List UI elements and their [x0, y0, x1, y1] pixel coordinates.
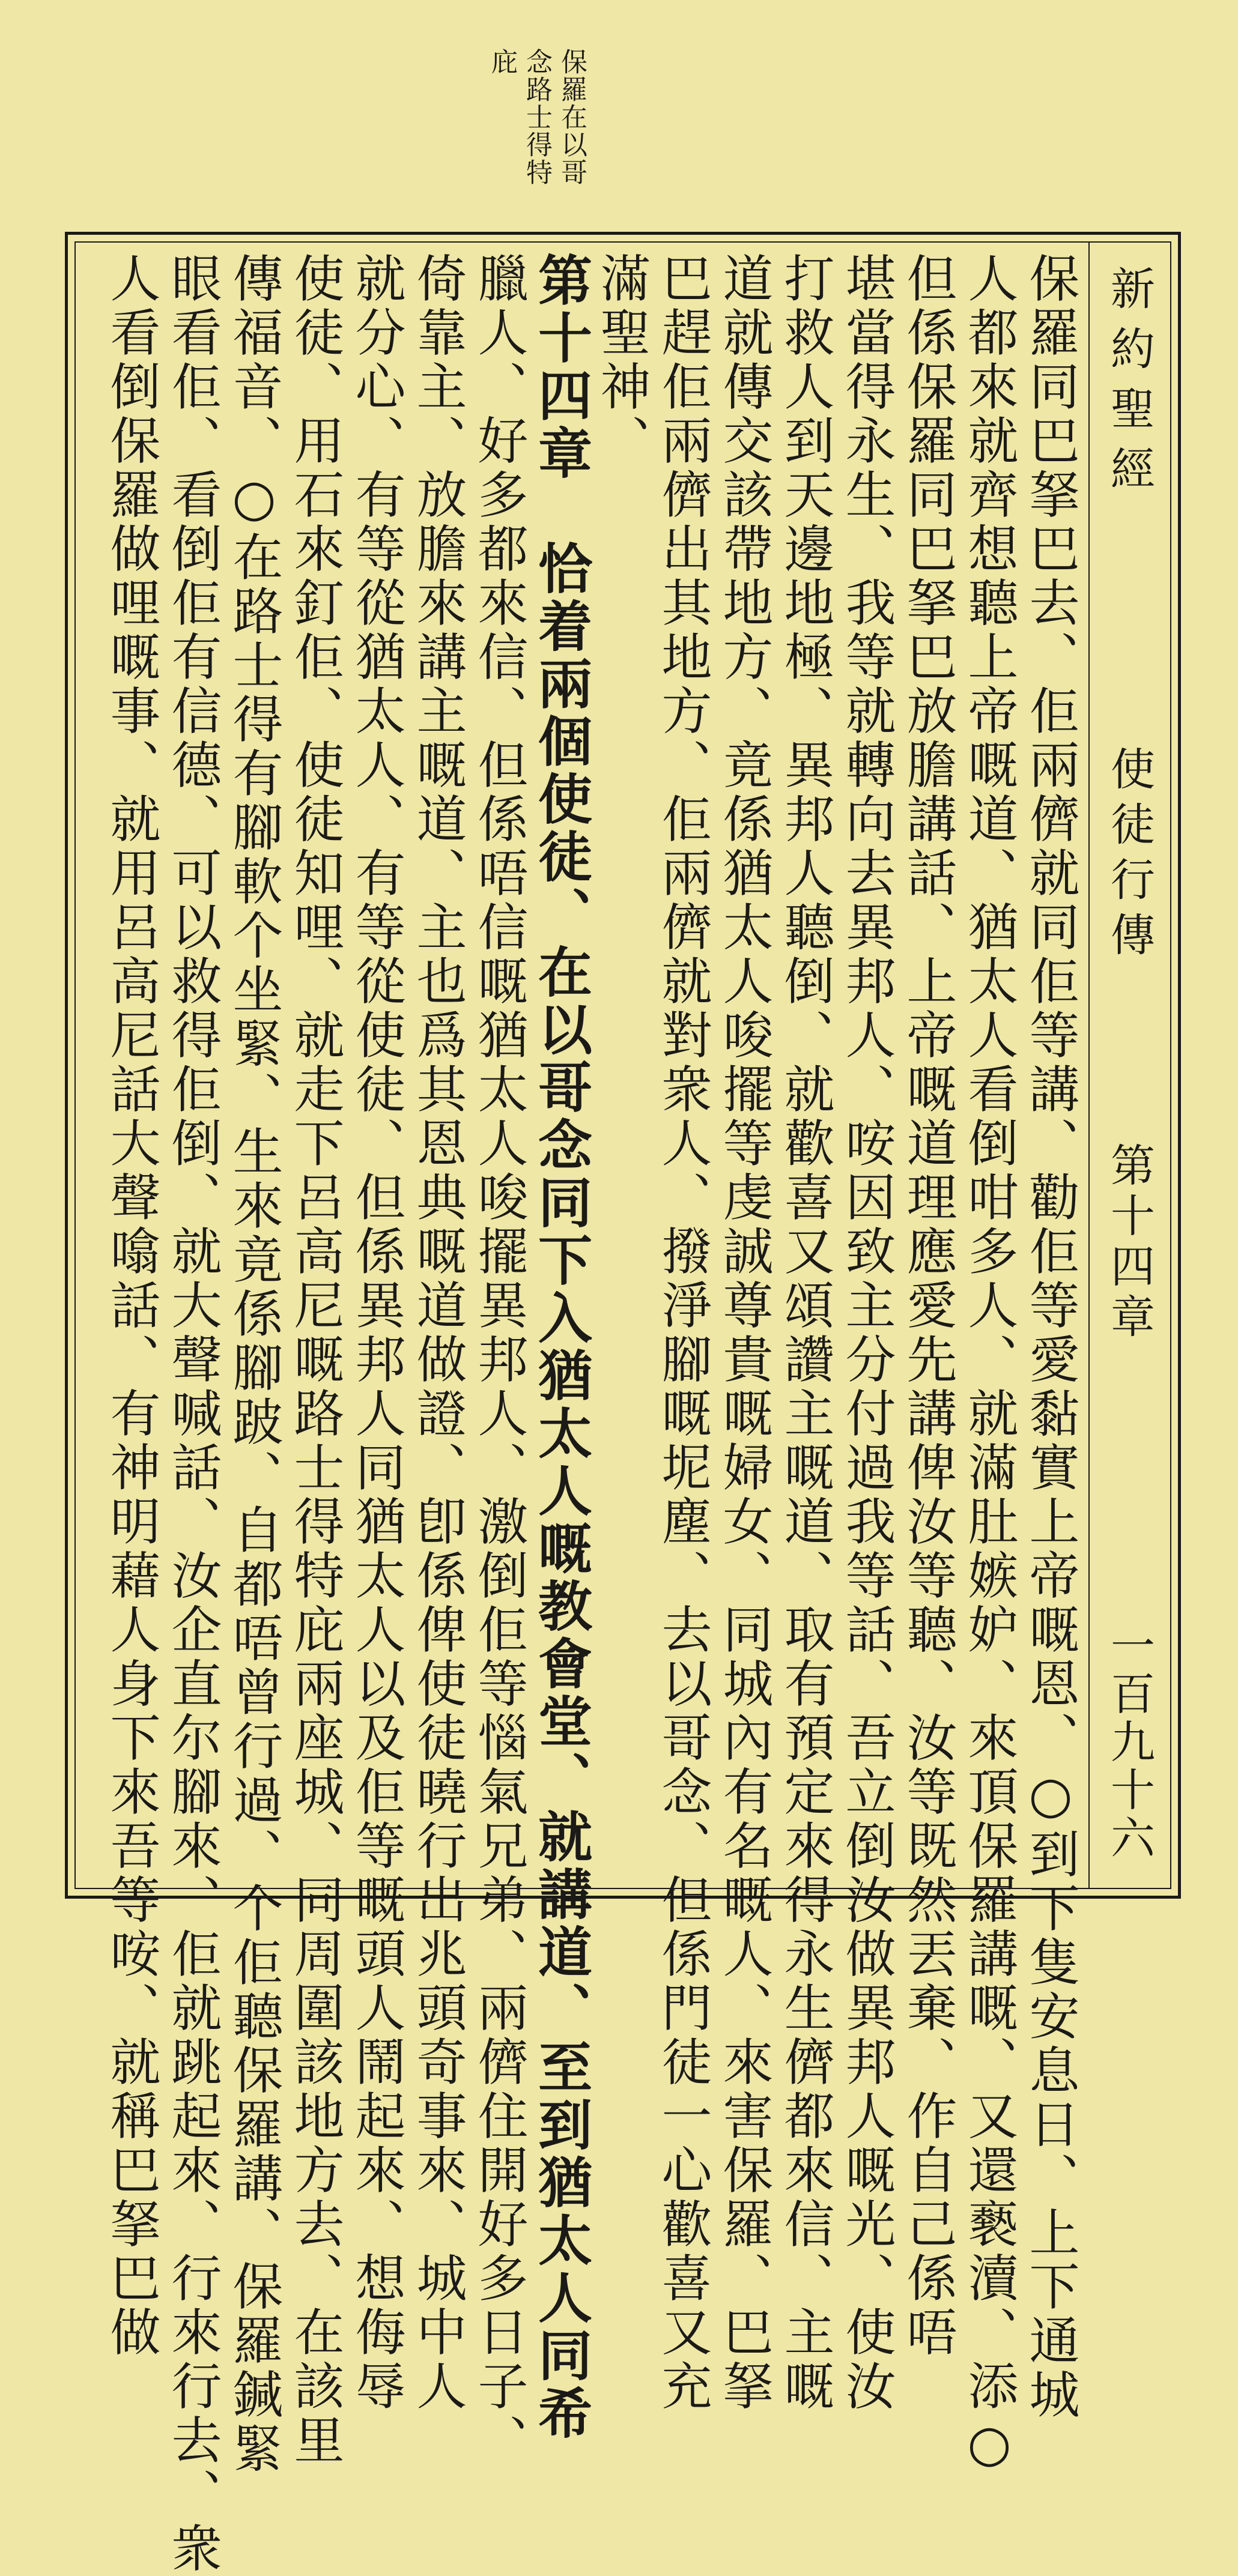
book-name: 使徒行傳 — [1103, 746, 1155, 967]
text-column: 眼看佢、看倒佢有信德、可以救得佢倒、就大聲喊話、汝企直尔腳來、佢就跳起來、行來行去、衆 — [163, 252, 222, 2576]
text-column: 巴趕佢兩儕出其地方、佢兩儕就對衆人、撥淨腳嘅坭塵、去以哥念、但係門徒一心歡喜又充 — [654, 252, 712, 2414]
text-column: 滿聖神、 — [592, 252, 651, 468]
text-column: 倚靠主、放膽來講主嘅道、主也爲其恩典嘅道做證、卽係俾使徒曉行出兆頭奇事來、城中人 — [408, 252, 467, 2414]
text-column: 但係保羅同巴拏巴放膽講話、上帝嘅道理應愛先講俾汝等聽、汝等既然丟棄、作自己係唔 — [899, 252, 957, 2360]
text-column: 人看倒保羅做哩嘅事、就用呂高尼話大聲噏話、有神明藉人身下來吾等咹、就稱巴拏巴做 — [102, 252, 161, 2360]
chapter-label: 第十四章 — [1103, 1142, 1155, 1344]
text-column: 人都來就齊想聽上帝嘅道、猶太人看倒咁多人、就滿肚嫉妒、來頂保羅講嘅、又還褻瀆、添○ — [960, 252, 1019, 2476]
running-header — [1088, 241, 1169, 1889]
body-text — [90, 252, 1081, 2576]
text-column: 就分心、有等從猶太人、有等從使徒、但係異邦人同猶太人以及佢等嘅頭人鬧起來、想侮辱 — [347, 252, 406, 2414]
margin-note-line: 庇 — [487, 48, 517, 76]
text-column: 打救人到天邊地極、異邦人聽倒、就歡喜又頌讚主嘅道、取有預定來得永生儕都來信、主嘅 — [776, 252, 835, 2414]
text-column: 傳福音、○在路士得有腳軟个坐緊、生來竟係腳跛、自都唔曾行過、个佢聽保羅講、保羅鍼緊 — [225, 252, 284, 2476]
chapter-heading-column: 第十四章 恰着兩個使徒、在以哥念同下入猶太人嘅教會堂、就講道、至到猶太人同希 — [529, 252, 592, 2443]
text-column: 使徒、用石來釘佢、使徒知哩、就走下呂高尼嘅路士得特庇兩座城、同周圍該地方去、在該里 — [286, 252, 345, 2468]
text-column: 道就傳交該帶地方、竟係猶太人唆擺等虔誠尊貴嘅婦女、同城內有名嘅人、來害保羅、巴拏 — [715, 252, 774, 2414]
text-column: 堪當得永生、我等就轉向去異邦人、咹因致主分付過我等話、吾立倒汝做異邦人嘅光、使汝 — [837, 252, 896, 2414]
margin-note — [454, 48, 598, 228]
margin-note-line: 保羅在以哥 — [556, 48, 587, 186]
margin-note-line: 念路士得特 — [521, 48, 552, 186]
text-column: 保羅同巴拏巴去、佢兩儕就同佢等講、勸佢等愛黏實上帝嘅恩、○到下隻安息日、上下通城 — [1021, 252, 1080, 2422]
book-title: 新約聖經 — [1103, 265, 1155, 506]
page-number: 一百九十六 — [1103, 1622, 1155, 1863]
text-column: 臘人、好多都來信、但係唔信嘅猶太人唆擺異邦人、激倒佢等惱氣兄弟、兩儕住開好多日子、 — [470, 252, 529, 2468]
